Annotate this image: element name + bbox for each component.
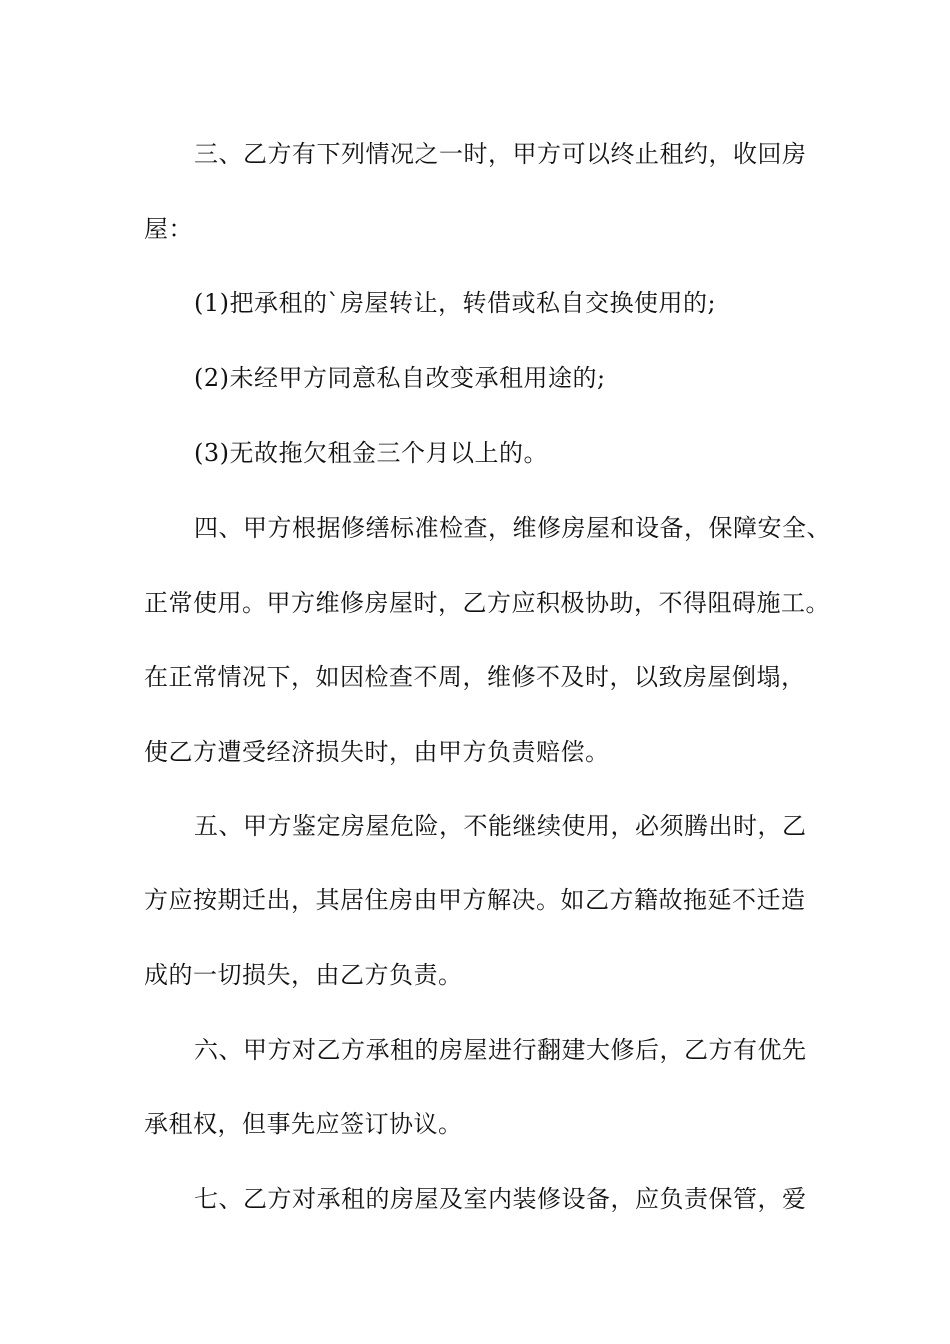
clause-4-line-2: 正常使用。甲方维修房屋时，乙方应积极协助，不得阻碍施工。 [144, 589, 830, 617]
clause-6-line-2: 承租权，但事先应签订协议。 [144, 1110, 463, 1138]
clause-3-line-1: 三、乙方有下列情况之一时，甲方可以终止租约，收回房 [194, 140, 807, 168]
clause-4-line-1: 四、甲方根据修缮标准检查，维修房屋和设备，保障安全、 [194, 514, 831, 542]
clause-3-item-1: (1)把承租的`房屋转让，转借或私自交换使用的; [194, 289, 717, 317]
clause-6-line-1: 六、甲方对乙方承租的房屋进行翻建大修后，乙方有优先 [194, 1036, 807, 1064]
clause-5-line-1: 五、甲方鉴定房屋危险，不能继续使用，必须腾出时，乙 [194, 812, 807, 840]
clause-4-line-4: 使乙方遭受经济损失时，由甲方负责赔偿。 [144, 738, 610, 766]
clause-4-line-3: 在正常情况下，如因检查不周，维修不及时，以致房屋倒塌， [144, 663, 806, 691]
clause-3-line-2: 屋： [144, 215, 193, 243]
clause-7-line-1: 七、乙方对承租的房屋及室内装修设备，应负责保管，爱 [194, 1185, 807, 1213]
clause-3-item-2: (2)未经甲方同意私自改变承租用途的; [194, 364, 606, 392]
clause-3-item-3: (3)无故拖欠租金三个月以上的。 [194, 439, 548, 467]
clause-5-line-3: 成的一切损失，由乙方负责。 [144, 961, 463, 989]
clause-5-line-2: 方应按期迁出，其居住房由甲方解决。如乙方籍故拖延不迁造 [144, 886, 806, 914]
